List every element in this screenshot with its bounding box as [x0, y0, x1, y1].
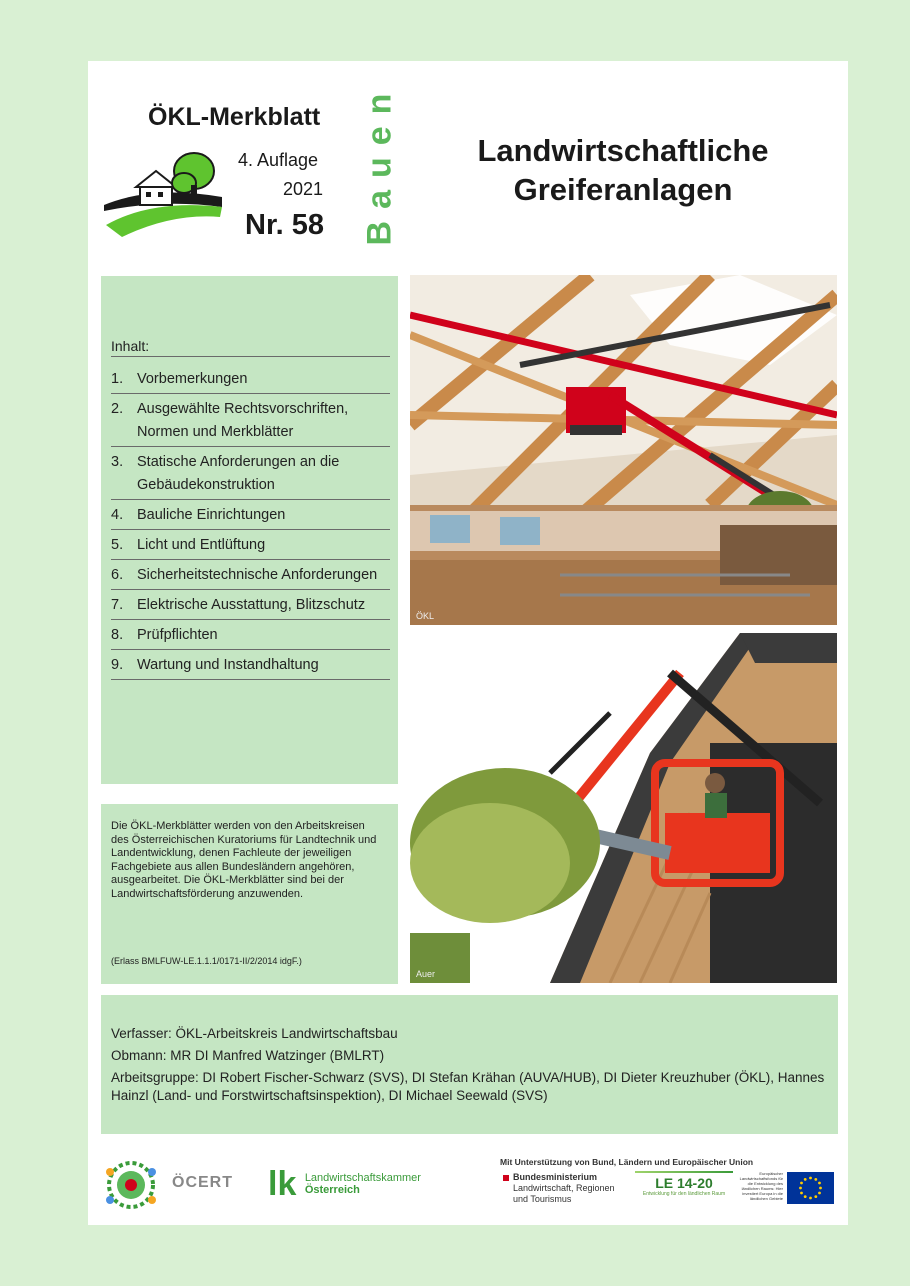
authors-list	[111, 1025, 826, 1109]
toc-num: 5.	[111, 537, 124, 553]
barn-crane-illustration	[410, 275, 837, 625]
ministry-line-3: und Tourismus	[513, 1194, 572, 1204]
toc-text: Elektrische Ausstattung, Blitzschutz	[137, 597, 366, 613]
eu-fund-text: Europäischer Landwirtschaftsfonds für die Entwicklung des ländlichen Raums: Hier investiert Europa in die ländlichen Gebiete	[739, 1171, 783, 1201]
le-swoosh	[635, 1171, 733, 1173]
toc-item	[111, 447, 390, 500]
info-box	[101, 804, 398, 984]
toc-text: Bauliche Einrichtungen	[137, 507, 286, 523]
info-text: Die ÖKL-Merkblätter werden von den Arbeitskreisen des Österreichischen Kuratoriums für Landtechnik und Landentwicklung, denen Fachleute der jeweiligen Fachgebiete aus allen Bundesländern angehören, ausgearbeitet. Die ÖKL-Merkblätter sind bei der Landwirtschaftsförderung anzuwenden.	[111, 820, 377, 900]
le-logo	[635, 1171, 733, 1197]
toc-heading: Inhalt:	[111, 338, 390, 357]
toc-item	[111, 394, 390, 447]
year: 2021	[283, 179, 324, 199]
toc-text: Ausgewählte Rechtsvorschriften, Normen und Merkblätter	[137, 401, 349, 440]
working-group-line: Arbeitsgruppe: DI Robert Fischer-Schwarz (SVS), DI Stefan Krähan (AUVA/HUB), DI Dieter Kreuzhuber (ÖKL), Hannes Hainzl (Land- und Forstwirtschaftsinspektion), DI Michael Seewald (SVS)	[111, 1070, 825, 1103]
photo-hay-grabber	[410, 633, 837, 983]
photo-credit: Auer	[416, 969, 436, 979]
category-label	[360, 69, 400, 257]
toc-item	[111, 650, 390, 680]
oecert-logo: ÖCERT	[172, 1174, 233, 1191]
le-label: LE 14-20	[655, 1175, 713, 1191]
toc-num: 8.	[111, 627, 124, 643]
edition: 4. Auflage	[238, 150, 319, 170]
austria-flag-icon	[503, 1175, 509, 1181]
toc-item	[111, 364, 390, 394]
toc-num: 3.	[111, 454, 124, 470]
authors-box	[101, 995, 838, 1134]
toc-text: Statische Anforderungen an die Gebäudekonstruktion	[137, 454, 340, 493]
title-line-2: Greiferanlagen	[513, 172, 733, 207]
category-text: Bauen	[360, 81, 399, 245]
cover-sheet	[88, 61, 848, 1225]
toc-num: 4.	[111, 507, 124, 523]
toc-item	[111, 590, 390, 620]
eu-flag-icon	[787, 1172, 834, 1204]
lk-logo	[268, 1167, 421, 1201]
toc-num: 6.	[111, 567, 124, 583]
toc-text: Vorbemerkungen	[137, 371, 248, 387]
toc-item	[111, 560, 390, 590]
toc-list	[111, 364, 390, 680]
photo-credit: ÖKL	[416, 611, 435, 621]
photo-barn-crane	[410, 275, 837, 625]
support-note: Mit Unterstützung von Bund, Ländern und Europäischer Union	[500, 1157, 754, 1167]
ministry-line-2: Landwirtschaft, Regionen	[513, 1183, 615, 1193]
toc-item	[111, 620, 390, 650]
toc-text: Licht und Entlüftung	[137, 537, 266, 553]
toc-text: Wartung und Instandhaltung	[137, 657, 319, 673]
page-title	[433, 131, 813, 209]
ministry-line-1: Bundesministerium	[513, 1172, 598, 1182]
ministry-logo	[503, 1172, 615, 1205]
lk-mark: lk	[268, 1165, 297, 1203]
toc-text: Prüfpflichten	[137, 627, 218, 643]
lk-line-2: Österreich	[304, 1184, 360, 1196]
toc-num: 9.	[111, 657, 124, 673]
author-line: Verfasser: ÖKL-Arbeitskreis Landwirtschaftsbau	[111, 1026, 398, 1041]
toc-item	[111, 500, 390, 530]
toc-box	[101, 276, 398, 784]
toc-text: Sicherheitstechnische Anforderungen	[137, 567, 378, 583]
oekl-circle-logo-icon	[102, 1158, 160, 1212]
le-subtitle: Entwicklung für den ländlichen Raum	[642, 1191, 726, 1197]
hay-grabber-illustration	[410, 633, 837, 983]
chair-line: Obmann: MR DI Manfred Watzinger (BMLRT)	[111, 1048, 385, 1063]
farm-logo-icon	[102, 147, 224, 239]
toc-num: 7.	[111, 597, 124, 613]
issue-number: Nr. 58	[245, 209, 324, 241]
lk-line-1: Landwirtschaftskammer	[304, 1172, 421, 1184]
title-line-1: Landwirtschaftliche	[477, 133, 769, 168]
toc-num: 1.	[111, 371, 124, 387]
toc-num: 2.	[111, 401, 124, 417]
series-title: ÖKL-Merkblatt	[148, 103, 321, 131]
decree-reference: (Erlass BMLFUW-LE.1.1.1/0171-II/2/2014 idgF.)	[111, 956, 302, 966]
lk-text	[305, 1172, 421, 1196]
toc-item	[111, 530, 390, 560]
